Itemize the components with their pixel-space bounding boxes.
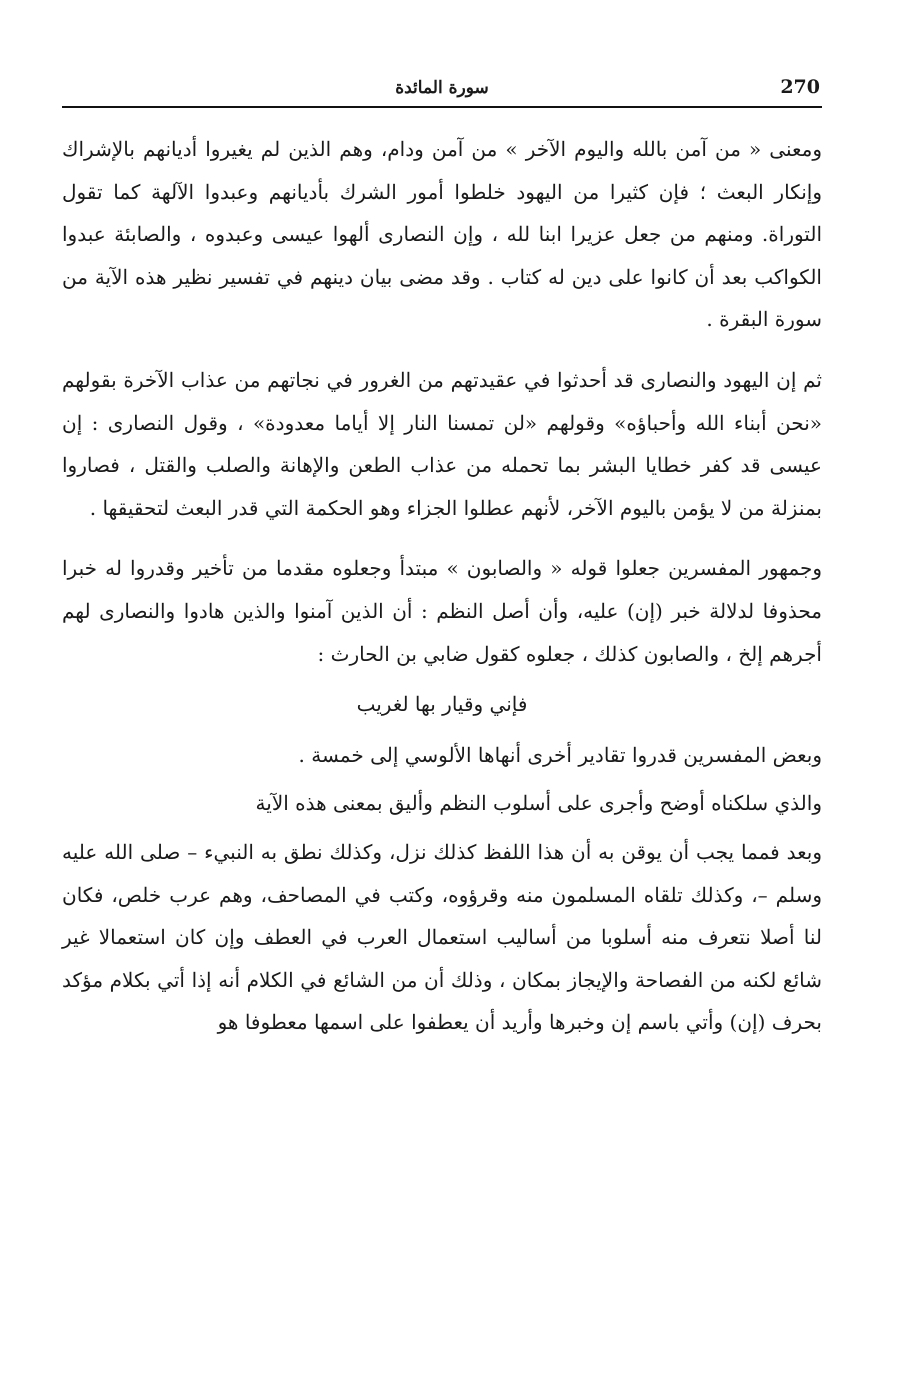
running-title: سورة المائدة: [395, 78, 489, 98]
paragraph-2: ثم إن اليهود والنصارى قد أحدثوا في عقيدتهم من الغرور في نجاتهم من عذاب الآخرة بقولهم «نحن أبناء الله وأحباؤه» وقولهم «لن تمسنا النار إلا أياما معدودة» ، وقول النصارى : إن عيسى قد كفر خطايا البشر بما تحمله من عذاب الطعن والإهانة والصلب والقتل ، فصاروا بمنزلة من لا يؤمن باليوم الآخر، لأنهم عطلوا الجزاء وهو الحكمة التي قدر البعث لتحقيقها .: [62, 367, 822, 520]
page-header: [62, 72, 822, 108]
paragraph-5: والذي سلكناه أوضح وأجرى على أسلوب النظم وأليق بمعنى هذه الآية: [255, 791, 822, 816]
paragraph-1: ومعنى « من آمن بالله واليوم الآخر » من آمن ودام، وهم الذين لم يغيروا أديانهم بالإشراك وإنكار البعث ؛ فإن كثيرا من اليهود خلطوا أمور الشرك بأديانهم وعبدوا الآلهة كما تقول التوراة. ومنهم من جعل عزيرا ابنا لله ، وإن النصارى ألهوا عيسى وعبدوه ، والصابئة عبدوا الكواكب بعد أن كانوا على دين له كتاب . وقد مضى بيان دينهم في تفسير نظير هذه الآية من سورة البقرة .: [62, 137, 822, 332]
poetry-verse: فإني وقيار بها لغريب: [356, 692, 528, 717]
paragraph-3: وجمهور المفسرين جعلوا قوله « والصابون » مبتدأ وجعلوه مقدما من تأخير وقدروا له خبرا محذوفا لدلالة خبر (إن) عليه، وأن أصل النظم : أن الذين آمنوا والذين هادوا والنصارى لهم أجرهم إلخ ، والصابون كذلك ، جعلوه كقول ضابي بن الحارث :: [62, 556, 822, 666]
page-number: 270: [780, 76, 820, 98]
body-text: [62, 128, 822, 1044]
paragraph-4: وبعض المفسرين قدروا تقادير أخرى أنهاها الألوسي إلى خمسة .: [298, 742, 822, 767]
paragraph-6: وبعد فمما يجب أن يوقن به أن هذا اللفظ كذلك نزل، وكذلك نطق به النبيء – صلى الله عليه وسلم –، وكذلك تلقاه المسلمون منه وقرؤوه، وكتب في المصاحف، وهم عرب خلص، فكان لنا أصلا نتعرف منه أسلوبا من أساليب استعمال العرب في العطف وإن كان استعمالا غير شائع لكنه من الفصاحة والإيجاز بمكان ، وذلك أن من الشائع في الكلام أنه إذا أتي بكلام مؤكد بحرف (إن) وأتي باسم إن وخبرها وأريد أن يعطفوا على اسمها معطوفا هو: [62, 839, 822, 1035]
